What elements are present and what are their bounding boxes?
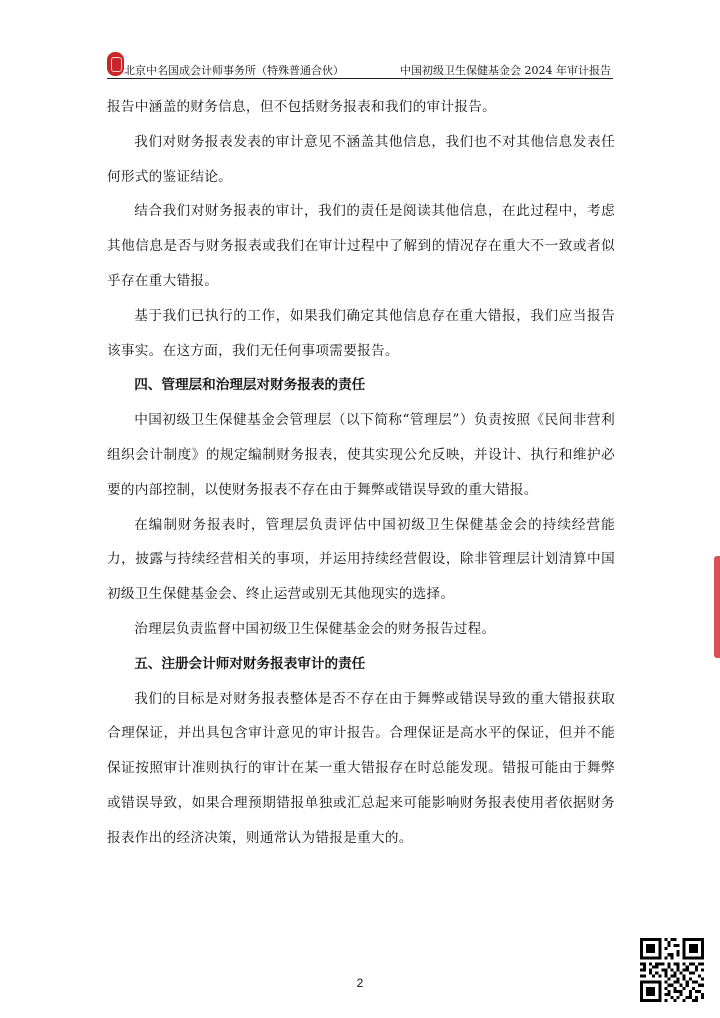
paragraph: 报告中涵盖的财务信息，但不包括财务报表和我们的审计报告。 (107, 99, 497, 115)
paragraph: 治理层负责监督中国初级卫生保健基金会的财务报告过程。 (134, 620, 496, 637)
document-body (107, 90, 615, 856)
paragraph: 我们的目标是对财务报表整体是否不存在由于舞弊或错误导致的重大错报获取合理保证，并出具包含审计意见的审计报告。合理保证是高水平的保证，但并不能保证按照审计准则执行的审计在某一重大错报存在时总能发现。错报可能由于舞弊或错误导致，如果合理预期错报单独或汇总起来可能影响财务报表使用者依据财务报表作出的经济决策，则通常认为错报是重大的。 (107, 690, 615, 846)
page-number: 2 (356, 976, 364, 990)
seal-inner-mark (111, 57, 122, 72)
paragraph: 在编制财务报表时，管理层负责评估中国初级卫生保健基金会的持续经营能力，披露与持续经营相关的事项，并运用持续经营假设，除非管理层计划清算中国初级卫生保健基金会、终止运营或别无其他现实的选择。 (107, 516, 615, 603)
section-heading: 五、注册会计师对财务报表审计的责任 (134, 655, 366, 672)
firm-name: 北京中名国成会计师事务所（特殊普通合伙） (124, 64, 344, 77)
paragraph: 基于我们已执行的工作，如果我们确定其他信息存在重大错报，我们应当报告该事实。在这方面，我们无任何事项需要报告。 (107, 307, 615, 359)
qr-code-icon (640, 938, 704, 1002)
paragraph: 结合我们对财务报表的审计，我们的责任是阅读其他信息，在此过程中，考虑其他信息是否与财务报表或我们在审计过程中了解到的情况存在重大不一致或者似乎存在重大错报。 (107, 203, 615, 289)
section-heading: 四、管理层和治理层对财务报表的责任 (134, 377, 366, 394)
side-stamp-icon (714, 556, 720, 658)
page-header (107, 52, 613, 79)
paragraph: 中国初级卫生保健基金会管理层（以下简称“管理层”）负责按照《民间非营利组织会计制度》的规定编制财务报表，使其实现公允反映，并设计、执行和维护必要的内部控制，以使财务报表不存在由于舞弊或错误导致的重大错报。 (107, 412, 615, 498)
firm-seal-icon (107, 52, 124, 76)
paragraph: 我们对财务报表发表的审计意见不涵盖其他信息，我们也不对其他信息发表任何形式的鉴证结论。 (107, 133, 615, 185)
report-title: 中国初级卫生保健基金会 2024 年审计报告 (400, 64, 611, 77)
